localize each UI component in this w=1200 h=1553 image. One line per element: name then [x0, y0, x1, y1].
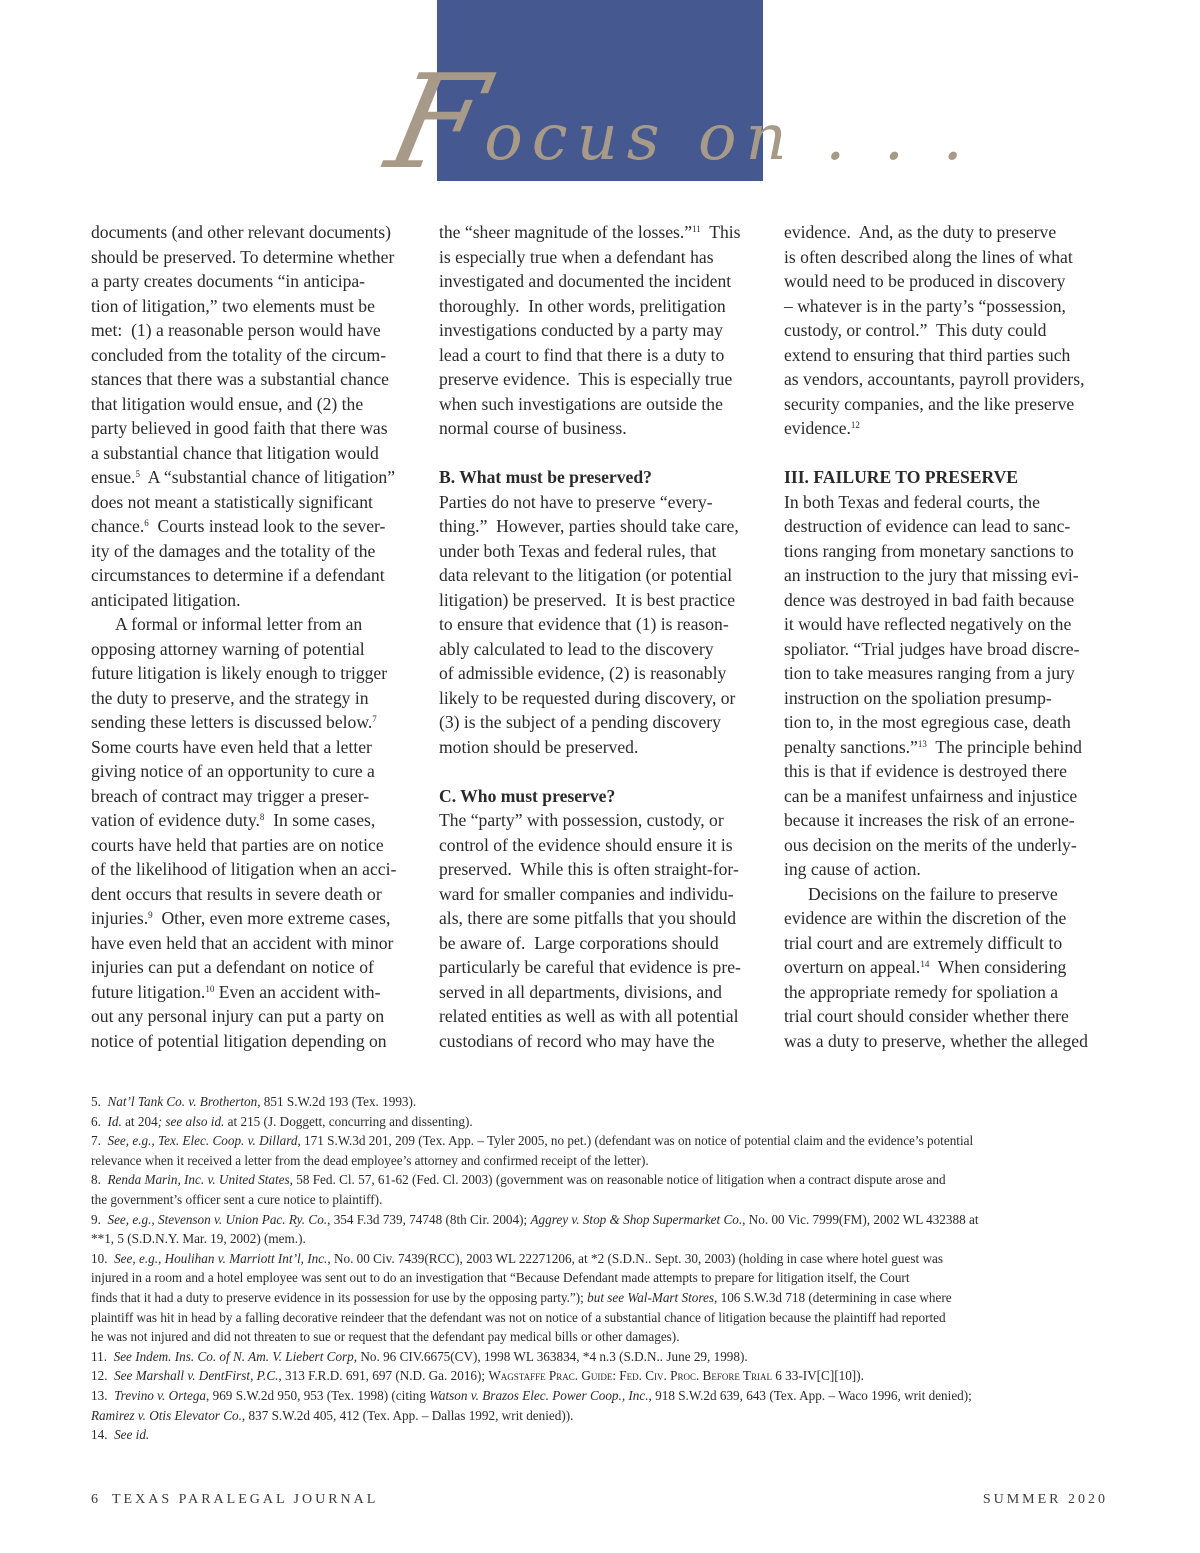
text-line: destruction of evidence can lead to sanc-: [784, 516, 1071, 536]
spacer: [784, 441, 1106, 466]
text-line: [91, 808, 417, 833]
text-line: documents (and other relevant documents): [91, 222, 391, 242]
text-line: preserved. While this is often straight-for-: [439, 859, 739, 879]
text-line: [91, 906, 417, 931]
text-line: an instruction to the jury that missing evi-: [784, 565, 1079, 585]
text-line: served in all departments, divisions, and: [439, 981, 722, 1002]
text-line: thing.” However, parties should take care,: [439, 516, 739, 536]
text-line: [91, 514, 417, 539]
footnote-10-cont: [91, 1288, 1111, 1308]
text-line: likely to be requested during discovery, or: [439, 687, 736, 708]
text-line: party believed in good faith that there was: [91, 418, 388, 438]
text-line: The “party” with possession, custody, or: [439, 810, 724, 830]
text-line: motion should be preserved.: [439, 736, 639, 757]
text-line: stances that there was a substantial chance: [91, 369, 389, 389]
footnote-number: 8.: [91, 1172, 108, 1188]
case-name: Id.: [107, 1113, 122, 1129]
text-line: when such investigations are outside the: [439, 393, 723, 414]
text-line: normal course of business.: [439, 418, 627, 438]
text-line: injuries can put a defendant on notice of: [91, 957, 374, 977]
text-line: thoroughly. In other words, prelitigation: [439, 295, 726, 316]
text-line: A formal or informal letter from an: [115, 614, 363, 634]
citation-text: , No. 96 CIV.6675(CV), 1998 WL 363834, *4 n.3 (S.D.N.. June 29, 1998).: [353, 1348, 748, 1364]
text-line: does not meant a statistically significant: [91, 491, 373, 512]
footnote-ref: 9: [148, 910, 153, 920]
section-heading-b: B. What must be preserved?: [439, 467, 652, 487]
text-line: custodians of record who may have the: [439, 1030, 715, 1051]
footnote-9-cont: **1, 5 (S.D.N.Y. Mar. 19, 2002) (mem.).: [91, 1231, 306, 1247]
citation-text: , 106 S.W.3d 718 (determining in case where: [714, 1289, 952, 1305]
text-line: ity of the damages and the totality of the: [91, 540, 376, 561]
text-run: This: [700, 222, 741, 242]
footnote-number: 7.: [91, 1133, 108, 1149]
text-line: because it increases the risk of an errone-: [784, 810, 1075, 830]
footnote-9: [91, 1210, 1111, 1230]
focus-on-title: [375, 46, 972, 202]
text-line: circumstances to determine if a defendant: [91, 565, 385, 585]
text-line: instruction on the spoliation presump-: [784, 687, 1052, 708]
text-run: The principle behind: [926, 736, 1082, 757]
footnote-ref: 10: [205, 983, 215, 994]
text-line: can be a manifest unfairness and injustice: [784, 785, 1078, 806]
text-line: In both Texas and federal courts, the: [784, 491, 1040, 512]
footnote-13: [91, 1386, 1111, 1406]
footnote-number: 12.: [91, 1368, 115, 1384]
text-line: of admissible evidence, (2) is reasonably: [439, 663, 727, 683]
spacer: [439, 759, 765, 784]
case-name: See Marshall v. DentFirst, P.C.: [114, 1368, 279, 1384]
text-line: a party creates documents “in anticipa-: [91, 271, 366, 291]
text-run: future litigation.: [91, 981, 206, 1002]
text-run: overturn on appeal.: [784, 957, 921, 977]
case-name: Renda Marin, Inc. v. United States: [107, 1172, 290, 1188]
text-line: tion to take measures ranging from a jury: [784, 663, 1075, 683]
text-line: it would have reflected negatively on the: [784, 614, 1072, 634]
text-line: ably calculated to lead to the discovery: [439, 638, 714, 659]
footnote-ref: 8: [259, 812, 265, 822]
case-name: See Indem. Ins. Co. of N. Am. V. Liebert Corp: [113, 1348, 354, 1364]
text-line: anticipated litigation.: [91, 589, 241, 610]
column-3: [784, 220, 1106, 1053]
text-line: [91, 980, 417, 1005]
footnote-number: 11.: [91, 1348, 114, 1364]
citation-text: , 918 S.W.2d 639, 643 (Tex. App. – Waco 1996, writ denied);: [648, 1387, 972, 1403]
page-number: 6: [91, 1492, 98, 1507]
citation-text: at 215 (J. Doggett, concurring and dissenting).: [224, 1113, 473, 1129]
text-line: ward for smaller companies and individu-: [439, 883, 734, 904]
text-run: When considering: [929, 957, 1067, 977]
text-line: the appropriate remedy for spoliation a: [784, 981, 1059, 1002]
footnote-13-cont: [91, 1406, 1111, 1426]
text-line: related entities as well as with all potential: [439, 1006, 739, 1026]
text-line: preserve evidence. This is especially true: [439, 369, 733, 389]
text-line: Some courts have even held that a letter: [91, 736, 372, 757]
citation-text: , No. 00 Vic. 7999(FM), 2002 WL 432388 at: [742, 1211, 979, 1227]
text-line: particularly be careful that evidence is pre-: [439, 957, 741, 977]
text-line: [91, 710, 417, 735]
footnote-ref: 14: [920, 959, 930, 969]
citation-text: , 313 F.R.D. 691, 697 (N.D. Ga. 2016);: [278, 1368, 489, 1384]
spacer: [439, 441, 765, 466]
footnote-number: 5.: [91, 1094, 108, 1109]
citation-text: at 204: [121, 1113, 158, 1129]
footnote-number: 6.: [91, 1113, 108, 1129]
case-name: See, e.g., Houlihan v. Marriott Int’l, Inc.: [114, 1250, 328, 1266]
footnote-ref: 12: [850, 420, 860, 430]
text-line: investigations conducted by a party may: [439, 320, 723, 340]
text-line: [784, 416, 1106, 441]
footnote-6: [91, 1112, 1111, 1132]
text-line: trial court and are extremely difficult to: [784, 932, 1063, 953]
issue-label: SUMMER 2020: [982, 1492, 1108, 1507]
text-line: courts have held that parties are on notice: [91, 834, 384, 855]
footnote-12: [91, 1366, 1111, 1386]
text-line: spoliator. “Trial judges have broad discre-: [784, 638, 1080, 659]
footnote-7-cont: relevance when it received a letter from the dead employee’s attorney and confirmed receipt of the letter).: [91, 1152, 649, 1168]
text-line: met: (1) a reasonable person would have: [91, 320, 381, 340]
text-line: [439, 220, 765, 245]
text-run: ensue.: [91, 467, 136, 487]
text-line: investigated and documented the incident: [439, 271, 732, 291]
text-line: tion to, in the most egregious case, death: [784, 712, 1071, 732]
case-name: Ramirez v. Otis Elevator Co.: [91, 1407, 242, 1423]
footnote-ref: 13: [917, 738, 927, 749]
text-line: dent occurs that results in severe death or: [91, 883, 382, 904]
text-run: evidence.: [784, 418, 851, 438]
footnote-10-cont: he was not injured and did not threaten to sue or request that the defendant pay medical bills or other damages).: [91, 1329, 680, 1345]
text-line: trial court should consider whether there: [784, 1006, 1069, 1026]
text-line: evidence are within the discretion of the: [784, 908, 1067, 928]
column-1: [91, 220, 417, 1053]
case-name: See, e.g., Tex. Elec. Coop. v. Dillard: [107, 1133, 298, 1149]
case-name: Nat’l Tank Co. v. Brotherton: [107, 1094, 258, 1109]
text-run: injuries.: [91, 908, 149, 928]
text-line: future litigation is likely enough to trigger: [91, 663, 388, 683]
footnote-ref: 7: [372, 714, 377, 724]
text-line: Decisions on the failure to preserve: [808, 883, 1058, 904]
section-heading-c: C. Who must preserve?: [439, 785, 616, 806]
treatise-name: Wagstaffe Prac. Guide: Fed. Civ. Proc. Before Trial: [488, 1368, 772, 1384]
footnote-10: [91, 1249, 1111, 1269]
footnote-ref: 11: [692, 224, 701, 234]
text-line: [91, 465, 417, 490]
citation-text: 6 33-IV[C][10]).: [771, 1368, 864, 1384]
text-run: the “sheer magnitude of the losses.”: [439, 222, 693, 242]
text-line: custody, or control.” This duty could: [784, 320, 1047, 340]
text-line: that litigation would ensue, and (2) the: [91, 393, 364, 414]
citation-text: , 354 F.3d 739, 74748 (8th Cir. 2004);: [327, 1211, 531, 1227]
citation-text: , 851 S.W.2d 193 (Tex. 1993).: [257, 1094, 417, 1109]
text-line: extend to ensuring that third parties such: [784, 344, 1071, 365]
text-line: [784, 955, 1106, 980]
case-name: Aggrey v. Stop & Shop Supermarket Co.: [530, 1211, 743, 1227]
text-line: to ensure that evidence that (1) is reason-: [439, 614, 729, 634]
text-line: (3) is the subject of a pending discovery: [439, 712, 721, 732]
footnote-8: [91, 1170, 1111, 1190]
text-line: Parties do not have to preserve “every-: [439, 491, 713, 512]
text-run: In some cases,: [264, 810, 376, 830]
case-name: ; see also id.: [157, 1113, 225, 1129]
column-2: [439, 220, 765, 1053]
case-name: Trevino v. Ortega: [114, 1387, 207, 1403]
text-line: of the likelihood of litigation when an acci-: [91, 859, 397, 879]
text-line: have even held that an accident with minor: [91, 932, 394, 953]
text-line: – whatever is in the party’s “possession,: [784, 295, 1066, 316]
text-line: tion of litigation,” two elements must be: [91, 295, 375, 316]
text-line: as vendors, accountants, payroll providers,: [784, 369, 1085, 389]
text-line: is often described along the lines of what: [784, 246, 1073, 267]
footnote-11: [91, 1347, 1111, 1367]
text-line: the duty to preserve, and the strategy in: [91, 687, 369, 708]
text-line: tions ranging from monetary sanctions to: [784, 540, 1074, 561]
text-line: this is that if evidence is destroyed there: [784, 761, 1067, 781]
focus-on-rest: ocus on . . .: [484, 101, 972, 175]
text-line: out any personal injury can put a party on: [91, 1006, 385, 1026]
text-run: vation of evidence duty.: [91, 810, 260, 830]
footnote-number: 9.: [91, 1211, 108, 1227]
text-line: should be preserved. To determine whether: [91, 246, 395, 267]
footnote-number: 14.: [91, 1427, 115, 1443]
case-name: but see Wal-Mart Stores: [587, 1289, 714, 1305]
footnote-10-cont: plaintiff was hit in head by a falling decorative reindeer that the defendant was not on notice of a substantial chance of litigation because the plaintiff had reported: [91, 1309, 946, 1325]
text-line: als, there are some pitfalls that you should: [439, 908, 737, 928]
text-run: Other, even more extreme cases,: [152, 908, 391, 928]
text-line: was a duty to preserve, whether the alleged: [784, 1030, 1088, 1051]
citation-text: , 837 S.W.2d 405, 412 (Tex. App. – Dallas 1992, writ denied)).: [241, 1407, 574, 1423]
text-line: a substantial chance that litigation would: [91, 442, 379, 463]
journal-name: TEXAS PARALEGAL JOURNAL: [112, 1492, 379, 1507]
citation-text: , 58 Fed. Cl. 57, 61-62 (Fed. Cl. 2003) (government was on reasonable notice of litigation when a contract dispute arose and: [289, 1172, 946, 1188]
footnote-10-cont: injured in a room and a hotel employee was sent out to do an investigation that “Because Defendant made attempts to prepare for litigation itself, the Court: [91, 1270, 910, 1286]
section-heading-iii: III. FAILURE TO PRESERVE: [784, 467, 1019, 487]
footnote-14: [91, 1425, 1111, 1445]
text-line: ing cause of action.: [784, 859, 921, 879]
footnote-5: [91, 1092, 1111, 1112]
text-line: evidence. And, as the duty to preserve: [784, 222, 1057, 242]
text-line: notice of potential litigation depending on: [91, 1030, 387, 1051]
text-run: Even an accident with-: [214, 981, 381, 1002]
text-line: be aware of. Large corporations should: [439, 932, 719, 953]
footnote-ref: 5: [135, 469, 140, 479]
citation-text: , 171 S.W.3d 201, 209 (Tex. App. – Tyler 2005, no pet.) (defendant was on notice of potential claim and the evidence’s potential: [297, 1133, 974, 1149]
footnote-8-cont: the government’s officer sent a cure notice to plaintiff).: [91, 1191, 383, 1207]
text-line: control of the evidence should ensure it is: [439, 834, 733, 855]
footer-left: [91, 1492, 378, 1508]
text-line: is especially true when a defendant has: [439, 246, 714, 267]
text-run: penalty sanctions.”: [784, 736, 918, 757]
case-name: Watson v. Brazos Elec. Power Coop., Inc.: [429, 1387, 649, 1403]
citation-text: , No. 00 Civ. 7439(RCC), 2003 WL 22271206, at *2 (S.D.N.. Sept. 30, 2003) (holding in case where hotel guest was: [327, 1250, 943, 1266]
footnote-7: [91, 1131, 1111, 1151]
citation-text: , 969 S.W.2d 950, 953 (Tex. 1998) (citing: [206, 1387, 430, 1403]
text-line: lead a court to find that there is a duty to: [439, 344, 725, 365]
footnotes: [91, 1092, 1111, 1445]
text-line: data relevant to the litigation (or potential: [439, 565, 733, 585]
case-name: See, e.g., Stevenson v. Union Pac. Ry. Co.: [107, 1211, 328, 1227]
text-line: [784, 735, 1106, 760]
text-line: concluded from the totality of the circum-: [91, 344, 387, 365]
text-run: A “substantial chance of litigation”: [139, 467, 396, 487]
focus-on-initial: F: [375, 46, 499, 198]
text-line: opposing attorney warning of potential: [91, 638, 365, 659]
text-run: sending these letters is discussed below.: [91, 712, 373, 732]
text-line: ous decision on the merits of the underly-: [784, 834, 1077, 855]
footnote-ref: 6: [144, 518, 149, 528]
text-line: would need to be produced in discovery: [784, 271, 1066, 291]
text-line: giving notice of an opportunity to cure a: [91, 761, 375, 781]
text-line: litigation) be preserved. It is best practice: [439, 589, 736, 610]
citation-text: finds that it had a duty to preserve evidence in its possession for use by the opposing party.”);: [91, 1289, 588, 1305]
footnote-number: 10.: [91, 1250, 115, 1266]
text-line: under both Texas and federal rules, that: [439, 540, 717, 561]
text-run: chance.: [91, 516, 145, 536]
text-run: Courts instead look to the sever-: [148, 516, 386, 536]
text-line: security companies, and the like preserve: [784, 393, 1075, 414]
text-line: breach of contract may trigger a preser-: [91, 785, 370, 806]
footnote-number: 13.: [91, 1387, 115, 1403]
case-name: See id.: [114, 1427, 150, 1443]
text-line: dence was destroyed in bad faith because: [784, 589, 1075, 610]
